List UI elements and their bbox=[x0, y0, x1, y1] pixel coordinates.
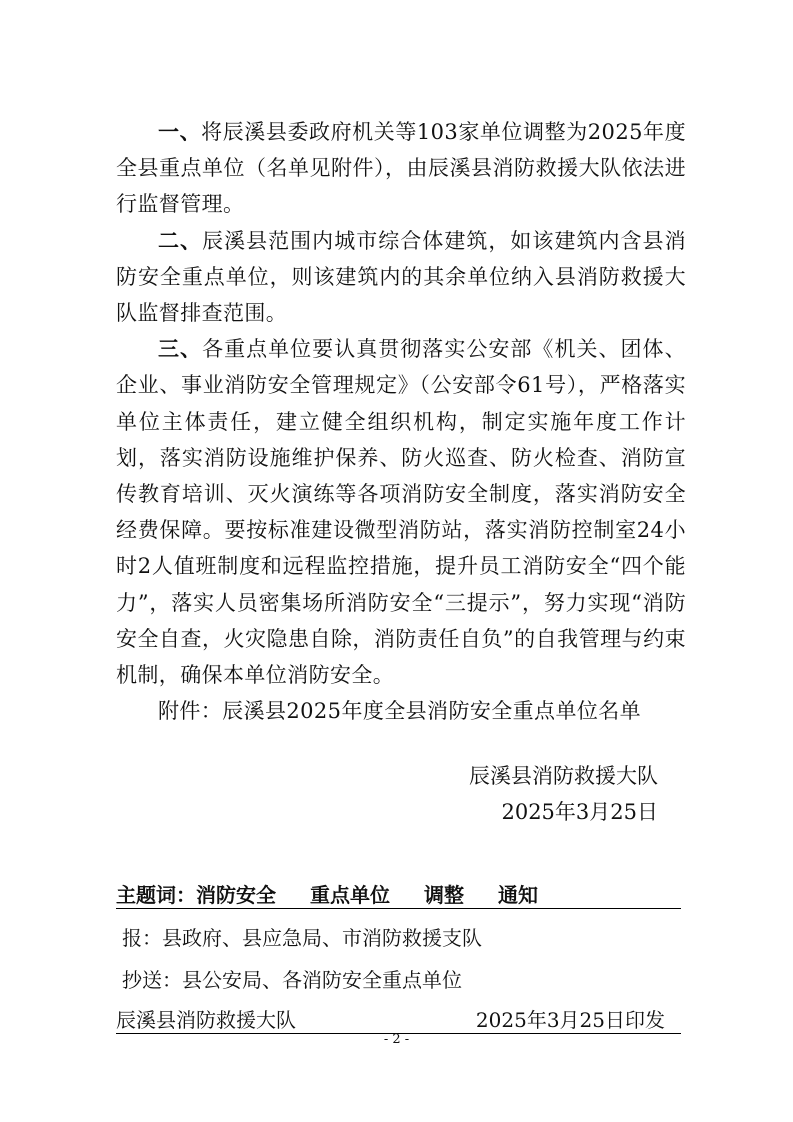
cc-line: 抄送：县公安局、各消防安全重点单位 bbox=[122, 968, 462, 992]
paragraph-2-text: 辰溪县范围内城市综合体建筑，如该建筑内含县消防安全重点单位，则该建筑内的其余单位纳入县消防救援大队监督排查范围。 bbox=[116, 228, 686, 326]
attachment-note: 附件：辰溪县2025年度全县消防安全重点单位名单 bbox=[158, 699, 642, 724]
subject-words-line bbox=[116, 872, 681, 909]
paragraph-3 bbox=[116, 331, 686, 693]
subject-keyword: 重点单位 bbox=[310, 883, 390, 907]
document-footer bbox=[116, 872, 681, 1034]
subject-keyword: 调整 bbox=[424, 883, 464, 907]
subject-keyword: 通知 bbox=[498, 883, 538, 907]
paragraph-2-number: 二、 bbox=[158, 227, 203, 253]
signature-org: 辰溪县消防救援大队 bbox=[469, 764, 658, 788]
paragraph-1-number: 一、 bbox=[158, 119, 202, 144]
subject-label: 主题词： bbox=[116, 883, 196, 907]
report-line: 报：县政府、县应急局、市消防救援支队 bbox=[122, 926, 482, 950]
signature-block bbox=[469, 758, 658, 830]
paragraph-1 bbox=[116, 114, 686, 223]
signature-date: 2025年3月25日 bbox=[501, 800, 658, 824]
paragraph-3-number: 三、 bbox=[158, 336, 203, 362]
issue-date: 2025年3月25日印发 bbox=[475, 1008, 665, 1032]
paragraph-2 bbox=[116, 223, 686, 332]
issuer-org: 辰溪县消防救援大队 bbox=[116, 1008, 296, 1032]
paragraph-1-text: 将辰溪县委政府机关等103家单位调整为2025年度全县重点单位（名单见附件），由辰溪县消防救援大队依法进行监督管理。 bbox=[116, 120, 686, 217]
subject-keyword: 消防安全 bbox=[196, 883, 276, 907]
paragraph-3-text: 各重点单位要认真贯彻落实公安部《机关、团体、企业、事业消防安全管理规定》（公安部令61号），严格落实单位主体责任，建立健全组织机构，制定实施年度工作计划，落实消防设施维护保养、防火巡查、防火检查、消防宣传教育培训、灭火演练等各项消防安全制度，落实消防安全经费保障。要按标准建设微型消防站，落实消防控制室24小时2人值班制度和远程监控措施，提升员工消防安全“四个能力”，落实人员密集场所消防安全“三提示”，努力实现“消防安全自查，火灾隐患自除，消防责任自负”的自我管理与约束机制，确保本单位消防安全。 bbox=[116, 337, 686, 688]
page-number: - 2 - bbox=[383, 1032, 410, 1047]
issuer-line bbox=[116, 993, 681, 1034]
document-body bbox=[116, 114, 686, 729]
